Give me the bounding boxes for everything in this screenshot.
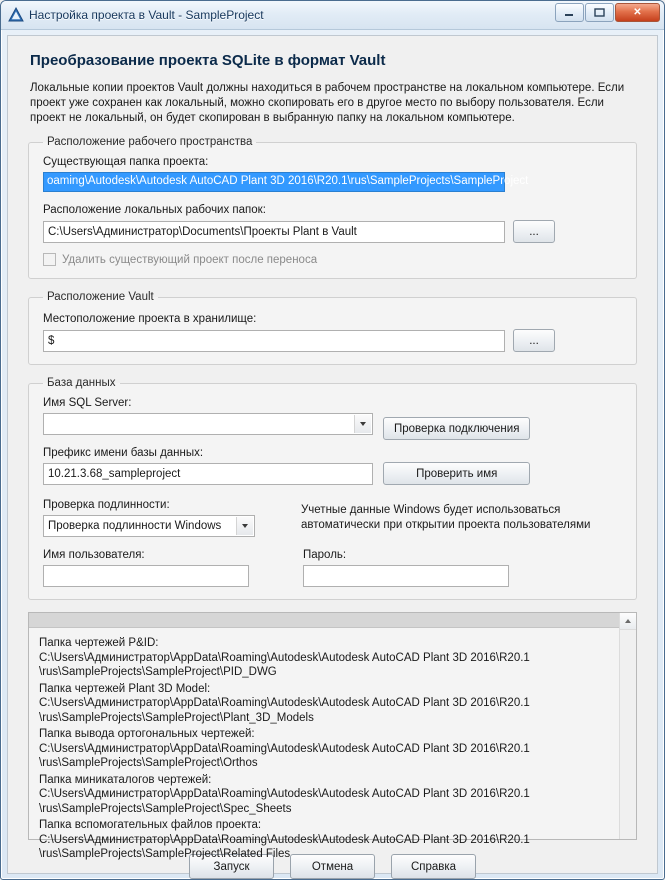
delete-existing-checkbox-row[interactable] [43,253,624,266]
log-entry-line: C:\Users\Администратор\AppData\Roaming\Autodesk\Autodesk AutoCAD Plant 3D 2016\R20.1 [39,788,530,800]
scroll-up-icon[interactable] [620,613,636,630]
page-title: Преобразование проекта SQLite в формат Vault [30,52,386,69]
log-entry-line: \rus\SampleProjects\SampleProject\Orthos [39,757,258,769]
window-title: Настройка проекта в Vault - SampleProject [29,8,264,22]
delete-existing-checkbox-label: Удалить существующий проект после переноса [62,253,318,266]
intro-text: Локальные копии проектов Vault должны находиться в рабочем пространстве на локальном компьютере. Если проект уже сохранен как локальный, можно скопировать его в другое место по выбору пользователя. Если проект не локальный, он будет скопирован в выбранную папку на локальном компьютере. [30,82,625,124]
help-button[interactable]: Справка [391,854,476,879]
workspace-group-legend: Расположение рабочего пространства [47,136,253,148]
log-entry [39,818,626,862]
local-workspace-row [41,220,624,243]
vault-location-row [41,329,624,352]
log-entry-line: C:\Users\Администратор\AppData\Roaming\Autodesk\Autodesk AutoCAD Plant 3D 2016\R20.1 [39,833,530,846]
cancel-button[interactable]: Отмена [290,854,375,879]
sql-server-label: Имя SQL Server: [43,397,132,409]
username-label: Имя пользователя: [43,549,145,561]
log-entry-title: Папка чертежей Plant 3D Model: [39,682,211,695]
log-entry-line: C:\Users\Администратор\AppData\Roaming\Autodesk\Autodesk AutoCAD Plant 3D 2016\R20.1 [39,697,530,709]
vault-location-browse-button[interactable]: ... [513,329,555,352]
window-controls [554,3,660,22]
existing-project-folder-value[interactable]: oaming\Autodesk\Autodesk AutoCAD Plant 3D 2016\R20.1\rus\SampleProjects\SampleProject [43,172,505,192]
log-entry [39,682,626,726]
minimize-button[interactable] [555,3,584,22]
vault-location-input[interactable] [43,330,505,352]
dialog-client-area [7,35,658,874]
log-panel-header [29,613,636,628]
log-entry-line: C:\Users\Администратор\AppData\Roaming\Autodesk\Autodesk AutoCAD Plant 3D 2016\R20.1 [39,742,530,755]
log-entry-line: \rus\SampleProjects\SampleProject\Spec_Sheets [39,802,292,815]
log-entry [39,773,626,817]
username-input[interactable] [43,565,249,587]
windows-credentials-note: Учетные данные Windows будет использоваться автоматически при открытии проекта пользователями [301,504,591,531]
database-group [28,377,637,600]
log-entry-line: \rus\SampleProjects\SampleProject\PID_DWG [39,666,277,678]
log-entry [39,727,626,771]
log-entry-title: Папка миникаталогов чертежей: [39,773,212,786]
vault-group [28,291,637,365]
chevron-down-icon[interactable] [236,517,253,535]
log-entry-line: \rus\SampleProjects\SampleProject\Plant_3D_Models [39,711,314,724]
database-right-column [383,393,530,485]
test-connection-button[interactable]: Проверка подключения [383,417,530,440]
log-body [29,628,636,868]
check-name-button[interactable]: Проверить имя [383,462,530,485]
close-button[interactable]: ✕ [615,3,660,22]
db-prefix-input[interactable] [43,463,373,485]
log-scrollbar[interactable] [619,613,636,839]
db-prefix-label: Префикс имени базы данных: [43,447,204,459]
sql-server-combobox[interactable] [43,413,373,435]
log-entry-line: \rus\SampleProjects\SampleProject\Related Files [39,848,291,860]
vault-location-label: Местоположение проекта в хранилище: [43,313,257,325]
log-entry-title: Папка вывода ортогональных чертежей: [39,728,255,740]
authentication-value: Проверка подлинности Windows [48,520,222,532]
log-entry-title: Папка вспомогательных файлов проекта: [39,819,262,831]
maximize-button[interactable] [585,3,614,22]
title-bar[interactable] [1,1,664,30]
existing-project-folder-label: Существующая папка проекта: [43,156,209,168]
log-entry-title: Папка чертежей P&ID: [39,637,159,649]
local-workspace-browse-button[interactable]: ... [513,220,555,243]
local-workspace-label: Расположение локальных рабочих папок: [43,204,266,216]
authentication-label: Проверка подлинности: [43,499,170,511]
log-entry-line: C:\Users\Администратор\AppData\Roaming\Autodesk\Autodesk AutoCAD Plant 3D 2016\R20.1 [39,651,530,664]
database-group-legend: База данных [47,377,116,389]
vault-group-legend: Расположение Vault [47,291,154,303]
password-input[interactable] [303,565,509,587]
local-workspace-input[interactable] [43,221,505,243]
workspace-group [28,136,637,279]
database-left-column [41,393,371,485]
chevron-down-icon[interactable] [354,415,371,433]
password-label: Пароль: [303,549,347,561]
run-button[interactable]: Запуск [189,854,274,879]
delete-existing-checkbox[interactable] [43,253,56,266]
log-entry [39,636,626,680]
authentication-combobox[interactable] [43,515,255,537]
plant3d-app-icon [8,7,24,23]
log-panel[interactable] [28,612,637,860]
dialog-content [8,36,657,879]
